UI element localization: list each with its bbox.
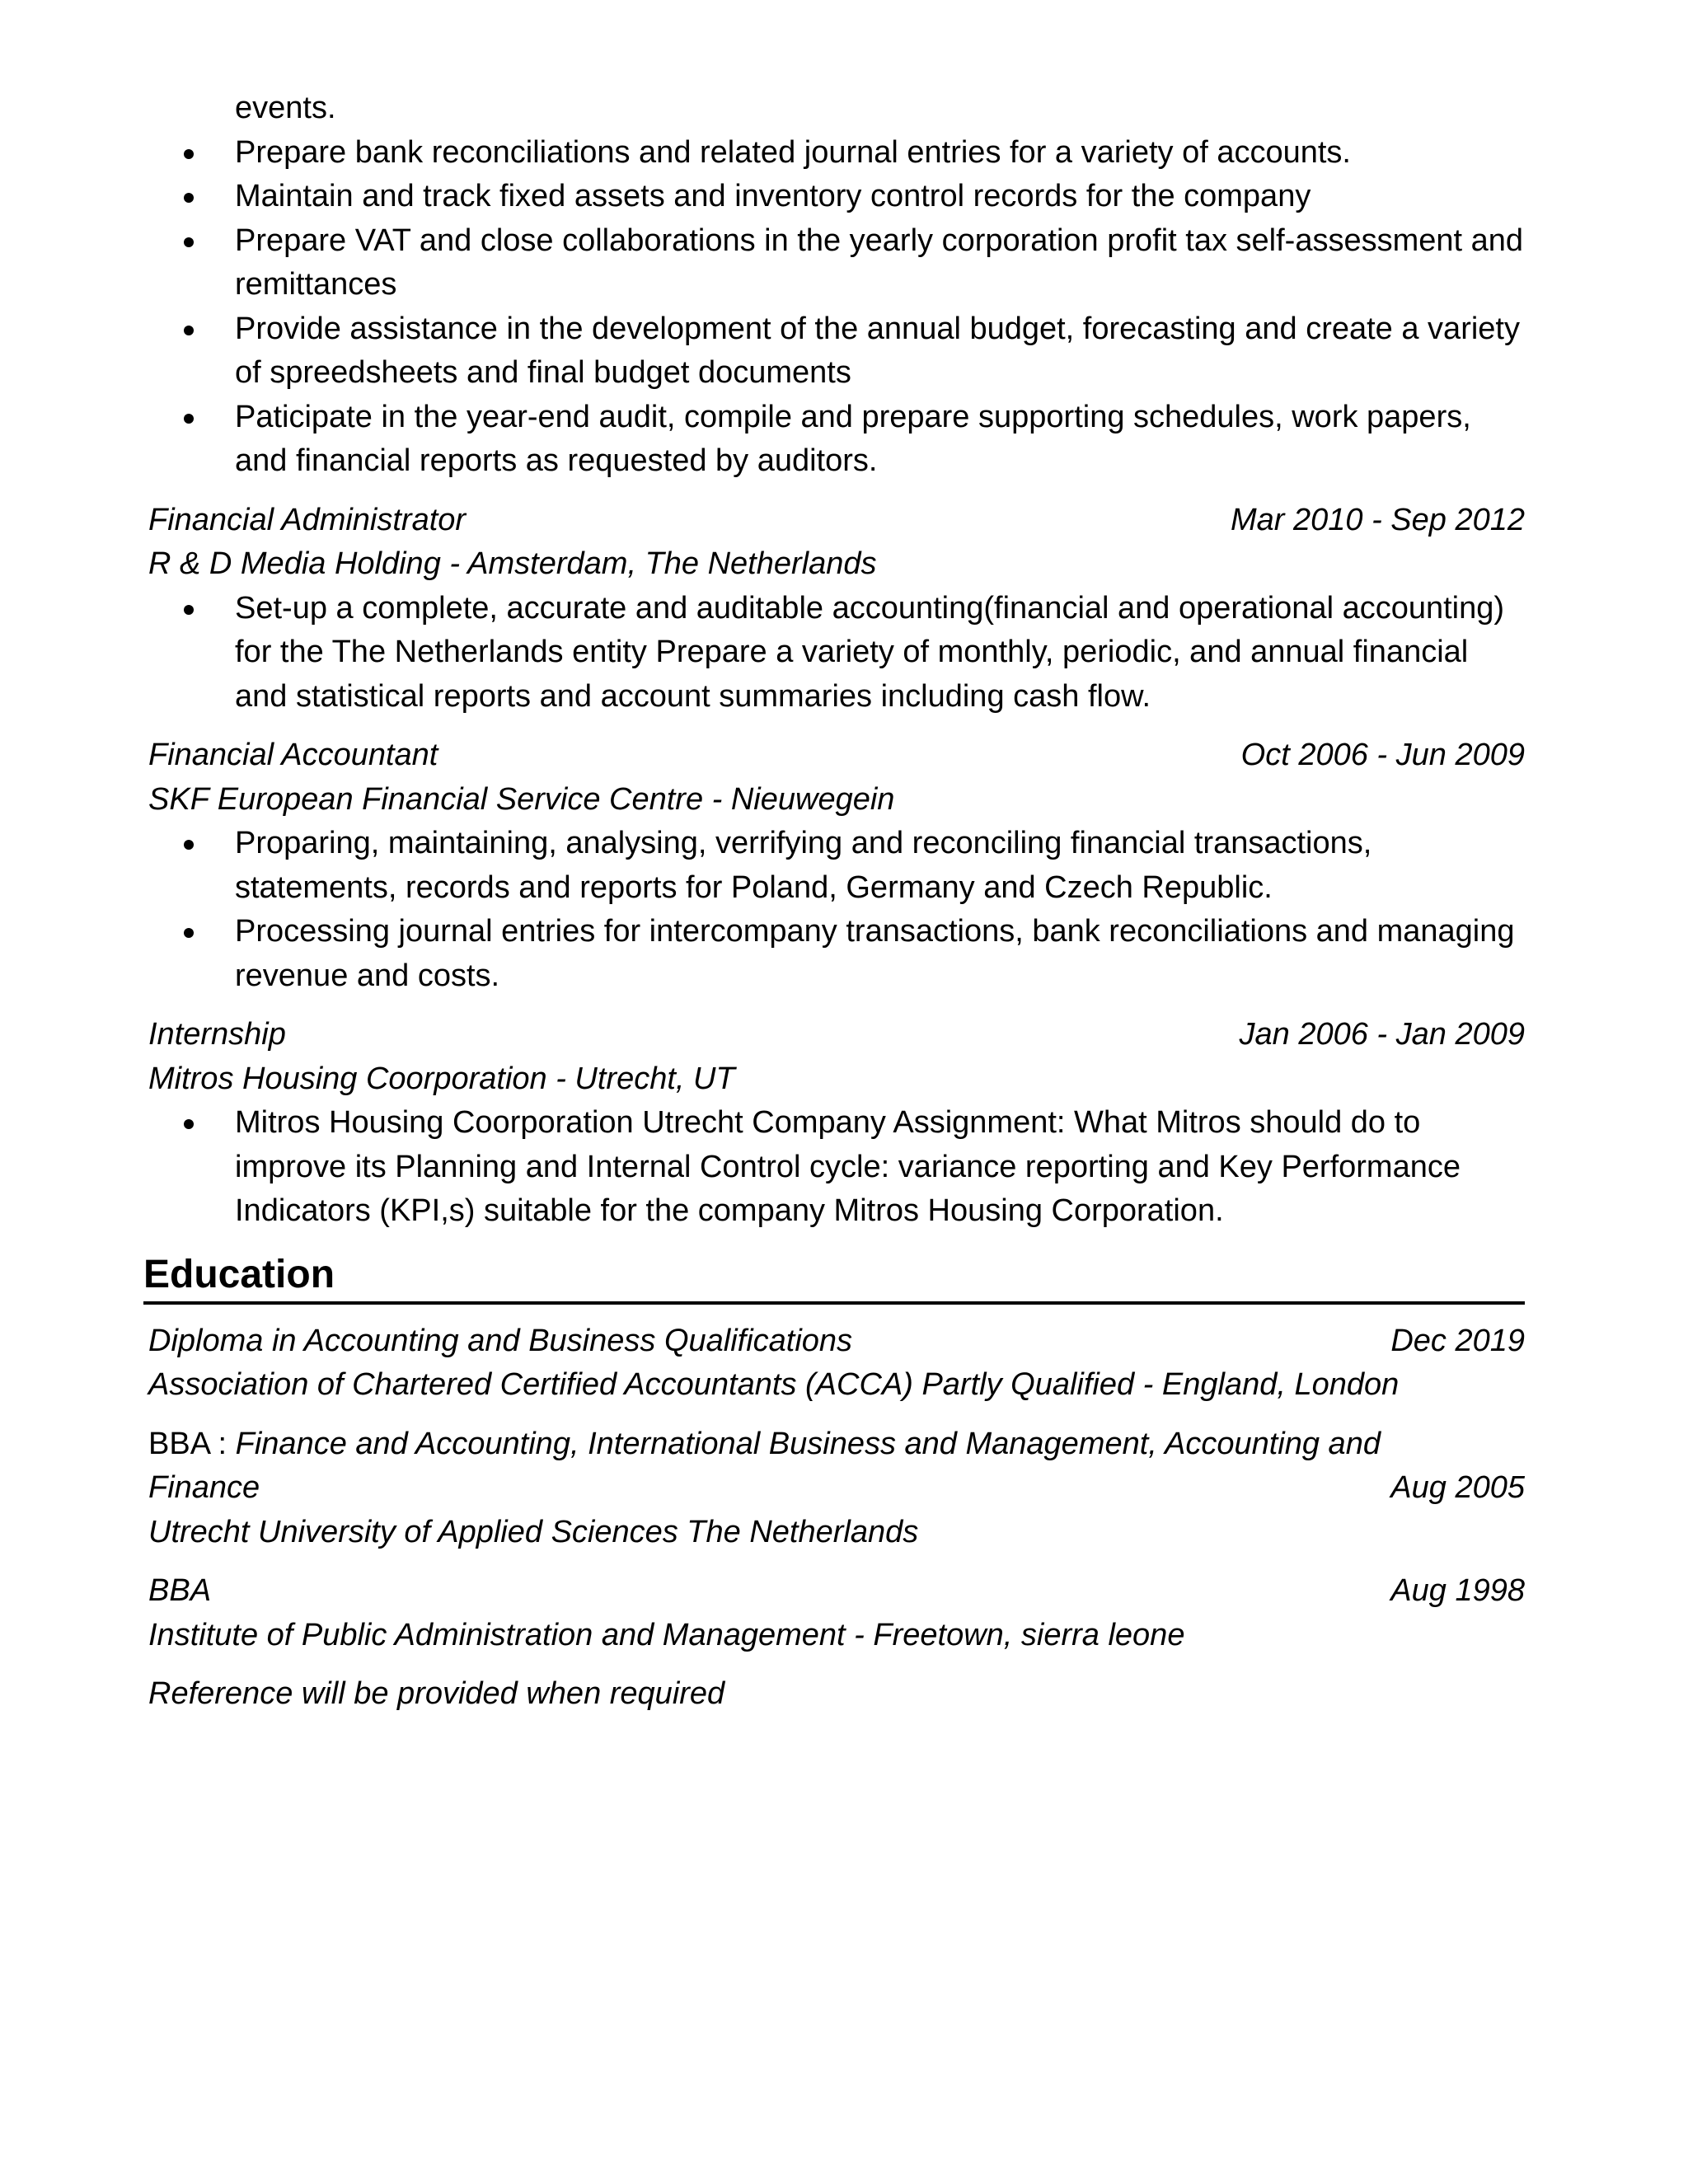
list-item: Prepare bank reconciliations and related journal entries for a variety of accounts.: [235, 131, 1525, 176]
education-degree-prefix: BBA: [148, 1426, 209, 1461]
education-degree: Diploma in Accounting and Business Qualifications: [148, 1323, 853, 1358]
list-item: Maintain and track fixed assets and inventory control records for the company: [235, 175, 1525, 219]
job-bullets: [148, 1101, 1525, 1234]
job-title: Internship: [148, 1017, 286, 1052]
education-date: Aug 2005: [1390, 1470, 1525, 1505]
job-company: SKF European Financial Service Centre - Nieuwegein: [148, 781, 895, 817]
education-degree-separator: :: [209, 1426, 236, 1461]
education-school: Utrecht University of Applied Sciences The Netherlands: [148, 1514, 919, 1549]
previous-job-bullets: [148, 131, 1525, 484]
job-title: Financial Accountant: [148, 738, 438, 772]
job-title: Financial Administrator: [148, 502, 467, 537]
list-item: Prepare VAT and close collaborations in the yearly corporation profit tax self-assessment and remittances: [235, 219, 1525, 307]
job-company: R & D Media Holding - Amsterdam, The Netherlands: [148, 546, 877, 581]
resume-page: [143, 87, 1525, 1717]
job-dates: Oct 2006 - Jun 2009: [1240, 738, 1525, 772]
education-entry: [148, 1319, 1525, 1408]
job-bullets: [148, 822, 1525, 998]
job-dates: Jan 2006 - Jan 2009: [1239, 1017, 1525, 1052]
section-title-education: Education: [143, 1250, 1525, 1305]
education-degree: Finance and Accounting, International Business and Management, Accounting and: [235, 1426, 1381, 1461]
list-item: Provide assistance in the development of the annual budget, forecasting and create a variety of spreedsheets and final budget documents: [235, 307, 1525, 396]
list-item: Mitros Housing Coorporation Utrecht Company Assignment: What Mitros should do to improve its Planning and Internal Control cycle: variance reporting and Key Performance Indicators (KPI,s) suitable for the company Mitros Housing Corporation.: [235, 1101, 1525, 1234]
education-date: Aug 1998: [1390, 1573, 1525, 1608]
education-degree-continued: Finance: [148, 1470, 260, 1505]
education-entry: [148, 1569, 1525, 1657]
education-degree: BBA: [148, 1573, 212, 1608]
education-school: Association of Chartered Certified Accountants (ACCA) Partly Qualified - England, London: [148, 1367, 1400, 1402]
job-dates: Mar 2010 - Sep 2012: [1230, 502, 1525, 537]
job-company: Mitros Housing Coorporation - Utrecht, UT: [148, 1061, 735, 1096]
list-item: Paticipate in the year-end audit, compile and prepare supporting schedules, work papers, and financial reports as requested by auditors.: [235, 396, 1525, 484]
job-bullets: [148, 587, 1525, 719]
list-item: Processing journal entries for intercompany transactions, bank reconciliations and managing revenue and costs.: [235, 910, 1525, 998]
experience-entry: [148, 499, 1525, 719]
experience-entry: [148, 1013, 1525, 1234]
education-school: Institute of Public Administration and Management - Freetown, sierra leone: [148, 1617, 1185, 1652]
list-item: Set-up a complete, accurate and auditable accounting(financial and operational accounting) for the The Netherlands entity Prepare a variety of monthly, periodic, and annual financial and statistical reports and account summaries including cash flow.: [235, 587, 1525, 719]
reference-note: Reference will be provided when required: [148, 1676, 725, 1711]
list-item: Proparing, maintaining, analysing, verrifying and reconciling financial transactions, statements, records and reports for Poland, Germany and Czech Republic.: [235, 822, 1525, 910]
education-entry: [148, 1422, 1525, 1555]
previous-job-continuation: events.: [235, 91, 336, 125]
experience-entry: [148, 733, 1525, 998]
education-date: Dec 2019: [1390, 1323, 1525, 1358]
